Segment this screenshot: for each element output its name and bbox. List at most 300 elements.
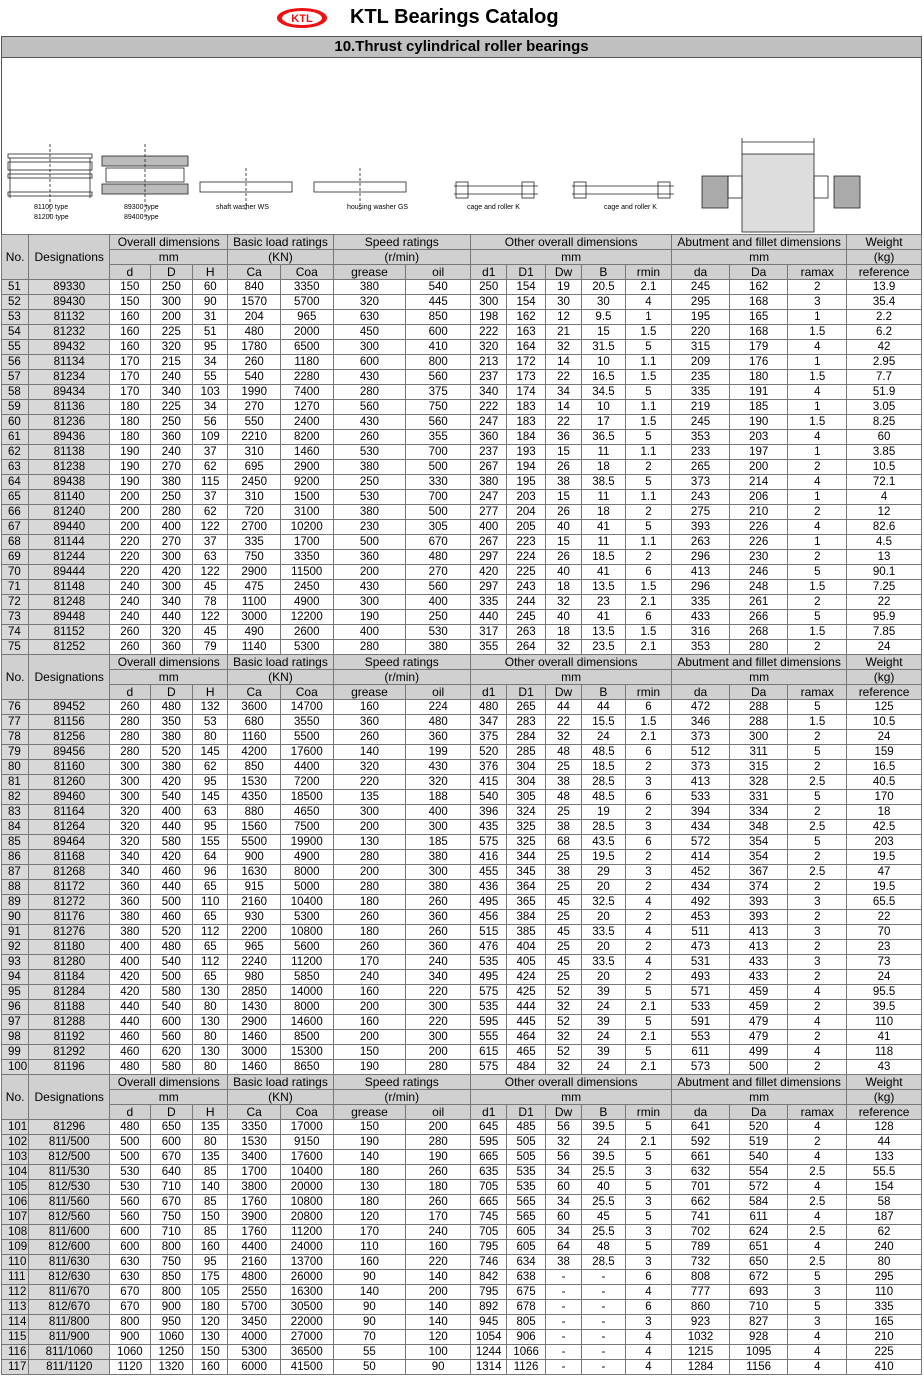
- table-cell: 540: [471, 790, 507, 805]
- table-cell: 128: [847, 1120, 922, 1135]
- table-cell: 7.85: [847, 625, 922, 640]
- table-cell: 39: [582, 1045, 625, 1060]
- header-column: Coa: [280, 685, 333, 700]
- table-cell: 3: [625, 1225, 672, 1240]
- designation-cell: 811/670: [29, 1285, 110, 1300]
- designation-cell: 81164: [29, 805, 110, 820]
- table-cell: 58: [847, 1195, 922, 1210]
- table-cell: 150: [110, 280, 150, 295]
- table-cell: 5: [788, 610, 847, 625]
- table-cell: 1180: [280, 355, 333, 370]
- table-cell: 2550: [228, 1285, 281, 1300]
- table-cell: 26: [545, 550, 581, 565]
- header-column: H: [193, 1105, 228, 1120]
- designation-cell: 81238: [29, 460, 110, 475]
- table-cell: 535: [471, 1000, 507, 1015]
- table-cell: 297: [471, 550, 507, 565]
- table-cell: 56: [545, 1120, 581, 1135]
- table-cell: 300: [333, 595, 406, 610]
- table-cell: 2900: [228, 1015, 281, 1030]
- table-cell: 1: [788, 535, 847, 550]
- table-cell: 750: [228, 550, 281, 565]
- table-cell: 420: [150, 850, 192, 865]
- table-cell: 95: [193, 820, 228, 835]
- header-column: D: [150, 1105, 192, 1120]
- table-cell: 560: [406, 370, 471, 385]
- table-cell: 32: [545, 340, 581, 355]
- table-cell: 611: [672, 1045, 730, 1060]
- table-cell: 405: [507, 955, 545, 970]
- table-cell: 1.5: [625, 325, 672, 340]
- header-column: da: [672, 1105, 730, 1120]
- table-cell: 1284: [672, 1360, 730, 1375]
- table-cell: 19.5: [847, 880, 922, 895]
- table-cell: 1054: [471, 1330, 507, 1345]
- table-cell: 164: [507, 340, 545, 355]
- table-cell: 10: [582, 400, 625, 415]
- table-cell: 4: [625, 1345, 672, 1360]
- table-cell: 3350: [228, 1120, 281, 1135]
- table-cell: 4: [788, 1150, 847, 1165]
- row-number: 62: [2, 445, 29, 460]
- table-cell: 1: [788, 355, 847, 370]
- table-cell: 248: [729, 580, 788, 595]
- table-cell: 693: [729, 1285, 788, 1300]
- table-cell: 6.2: [847, 325, 922, 340]
- table-cell: 600: [406, 325, 471, 340]
- table-cell: 37: [193, 490, 228, 505]
- row-number: 61: [2, 430, 29, 445]
- table-row: [2, 805, 922, 820]
- table-cell: 2: [788, 280, 847, 295]
- header-column: reference: [847, 685, 922, 700]
- table-cell: 662: [672, 1195, 730, 1210]
- designation-cell: 81240: [29, 505, 110, 520]
- table-cell: 180: [729, 370, 788, 385]
- table-cell: -: [582, 1330, 625, 1345]
- designation-cell: 81176: [29, 910, 110, 925]
- table-cell: 3: [788, 295, 847, 310]
- row-number: 116: [2, 1345, 29, 1360]
- table-cell: 8200: [280, 430, 333, 445]
- row-number: 75: [2, 640, 29, 655]
- table-row: [2, 535, 922, 550]
- table-cell: 48.5: [582, 745, 625, 760]
- table-cell: -: [582, 1345, 625, 1360]
- table-row: [2, 1120, 922, 1135]
- header-column: Dw: [545, 685, 581, 700]
- table-cell: 2400: [280, 415, 333, 430]
- table-cell: 360: [406, 940, 471, 955]
- table-cell: 433: [729, 970, 788, 985]
- table-cell: 190: [333, 610, 406, 625]
- table-cell: 930: [228, 910, 281, 925]
- table-cell: 600: [150, 1135, 192, 1150]
- table-row: [2, 775, 922, 790]
- table-cell: 300: [406, 1000, 471, 1015]
- table-cell: 2.5: [788, 1255, 847, 1270]
- table-cell: 260: [228, 355, 281, 370]
- designation-cell: 812/630: [29, 1270, 110, 1285]
- table-cell: 520: [471, 745, 507, 760]
- table-cell: 571: [672, 985, 730, 1000]
- table-cell: 65: [193, 880, 228, 895]
- table-cell: 305: [406, 520, 471, 535]
- table-cell: 12200: [280, 610, 333, 625]
- table-cell: 2.1: [625, 595, 672, 610]
- header-column: grease: [333, 685, 406, 700]
- table-cell: 261: [729, 595, 788, 610]
- header-column: ramax: [788, 685, 847, 700]
- table-cell: 385: [507, 925, 545, 940]
- table-cell: 965: [228, 940, 281, 955]
- table-cell: 250: [333, 475, 406, 490]
- table-cell: 320: [150, 625, 192, 640]
- table-body: [2, 235, 922, 1375]
- table-cell: 315: [672, 340, 730, 355]
- table-cell: 160: [333, 700, 406, 715]
- table-cell: 605: [507, 1225, 545, 1240]
- table-cell: 300: [406, 1030, 471, 1045]
- table-cell: 170: [110, 370, 150, 385]
- table-cell: 32: [545, 640, 581, 655]
- table-cell: 200: [406, 1120, 471, 1135]
- table-cell: 51.9: [847, 385, 922, 400]
- table-cell: 44: [545, 700, 581, 715]
- table-cell: 850: [406, 310, 471, 325]
- table-cell: 2850: [228, 985, 281, 1000]
- table-cell: 445: [507, 1015, 545, 1030]
- table-cell: 26000: [280, 1270, 333, 1285]
- table-cell: 4400: [280, 760, 333, 775]
- table-cell: 198: [471, 310, 507, 325]
- row-number: 104: [2, 1165, 29, 1180]
- table-cell: 1140: [228, 640, 281, 655]
- table-cell: 90: [406, 1360, 471, 1375]
- row-number: 114: [2, 1315, 29, 1330]
- table-cell: 335: [672, 385, 730, 400]
- table-cell: 225: [150, 400, 192, 415]
- table-cell: 140: [406, 1300, 471, 1315]
- table-row: [2, 1360, 922, 1375]
- table-cell: 80: [193, 1030, 228, 1045]
- drawing-caption: cage and roller K: [467, 204, 520, 211]
- table-cell: 965: [280, 310, 333, 325]
- table-cell: 317: [471, 625, 507, 640]
- table-cell: 1530: [228, 1135, 281, 1150]
- table-cell: 2000: [280, 325, 333, 340]
- table-cell: 39.5: [582, 1120, 625, 1135]
- table-cell: 213: [471, 355, 507, 370]
- row-number: 79: [2, 745, 29, 760]
- table-cell: 800: [110, 1315, 150, 1330]
- table-cell: 35.4: [847, 295, 922, 310]
- table-cell: 5: [788, 835, 847, 850]
- table-cell: 70: [333, 1330, 406, 1345]
- table-cell: 900: [110, 1330, 150, 1345]
- header-unit: mm: [672, 670, 847, 685]
- table-cell: 8000: [280, 1000, 333, 1015]
- table-cell: 220: [672, 325, 730, 340]
- designation-cell: 81280: [29, 955, 110, 970]
- table-cell: 17000: [280, 1120, 333, 1135]
- table-cell: 584: [729, 1195, 788, 1210]
- table-cell: 260: [333, 730, 406, 745]
- table-cell: 250: [150, 490, 192, 505]
- table-cell: 310: [228, 445, 281, 460]
- table-cell: 280: [729, 640, 788, 655]
- table-cell: 7.25: [847, 580, 922, 595]
- table-cell: 79: [193, 640, 228, 655]
- table-cell: 110: [193, 895, 228, 910]
- table-cell: 36500: [280, 1345, 333, 1360]
- table-cell: 145: [193, 745, 228, 760]
- table-cell: 130: [193, 1045, 228, 1060]
- table-cell: 150: [193, 1345, 228, 1360]
- table-cell: 48.5: [582, 790, 625, 805]
- table-cell: -: [545, 1345, 581, 1360]
- table-cell: 800: [406, 355, 471, 370]
- table-cell: 180: [110, 415, 150, 430]
- table-cell: 1760: [228, 1195, 281, 1210]
- table-cell: 634: [507, 1255, 545, 1270]
- header-column: B: [582, 265, 625, 280]
- row-number: 109: [2, 1240, 29, 1255]
- row-number: 71: [2, 580, 29, 595]
- table-cell: 5: [625, 1240, 672, 1255]
- table-cell: 48: [545, 745, 581, 760]
- table-cell: 204: [228, 310, 281, 325]
- designation-cell: 81234: [29, 370, 110, 385]
- table-cell: 705: [471, 1225, 507, 1240]
- table-cell: 179: [729, 340, 788, 355]
- table-cell: 5300: [280, 640, 333, 655]
- designation-cell: 811/600: [29, 1225, 110, 1240]
- table-cell: 45: [545, 925, 581, 940]
- table-cell: 44: [582, 700, 625, 715]
- table-cell: 260: [333, 940, 406, 955]
- row-number: 58: [2, 385, 29, 400]
- table-cell: 615: [471, 1045, 507, 1060]
- table-cell: 16300: [280, 1285, 333, 1300]
- table-cell: 65.5: [847, 895, 922, 910]
- table-row: [2, 1030, 922, 1045]
- table-cell: 225: [150, 325, 192, 340]
- table-cell: 520: [150, 925, 192, 940]
- table-cell: 440: [471, 610, 507, 625]
- table-row: [2, 580, 922, 595]
- table-cell: 641: [672, 1120, 730, 1135]
- row-number: 105: [2, 1180, 29, 1195]
- table-cell: 2160: [228, 1255, 281, 1270]
- table-cell: 2.1: [625, 730, 672, 745]
- header-column: D: [150, 265, 192, 280]
- table-cell: 245: [507, 610, 545, 625]
- table-cell: 2600: [280, 625, 333, 640]
- table-cell: 364: [507, 880, 545, 895]
- designation-cell: 81188: [29, 1000, 110, 1015]
- designation-cell: 811/1060: [29, 1345, 110, 1360]
- table-cell: 18: [582, 505, 625, 520]
- table-cell: 240: [110, 580, 150, 595]
- table-cell: 2.1: [625, 280, 672, 295]
- table-cell: 1060: [110, 1345, 150, 1360]
- table-cell: 493: [672, 970, 730, 985]
- table-cell: 32: [545, 1060, 581, 1075]
- table-cell: 11: [582, 490, 625, 505]
- row-number: 86: [2, 850, 29, 865]
- table-cell: 9.5: [582, 310, 625, 325]
- table-cell: 29: [582, 865, 625, 880]
- table-cell: 15: [545, 535, 581, 550]
- table-cell: 665: [471, 1195, 507, 1210]
- table-cell: 204: [507, 505, 545, 520]
- table-cell: 170: [110, 385, 150, 400]
- table-cell: 296: [672, 550, 730, 565]
- table-cell: 560: [150, 1030, 192, 1045]
- table-cell: 2.5: [788, 1195, 847, 1210]
- header-column: D1: [507, 685, 545, 700]
- table-cell: 632: [672, 1165, 730, 1180]
- table-cell: 2: [788, 1060, 847, 1075]
- header-no: No.: [2, 655, 29, 700]
- table-cell: 1560: [228, 820, 281, 835]
- table-cell: 3400: [228, 1150, 281, 1165]
- table-cell: 580: [150, 835, 192, 850]
- header-unit: (KN): [228, 670, 333, 685]
- table-row: [2, 1240, 922, 1255]
- header-column: ramax: [788, 1105, 847, 1120]
- table-cell: 530: [333, 445, 406, 460]
- drawing-caption: 89300 type: [124, 204, 159, 211]
- table-cell: 741: [672, 1210, 730, 1225]
- table-cell: -: [582, 1300, 625, 1315]
- table-cell: 500: [406, 505, 471, 520]
- table-cell: 565: [507, 1210, 545, 1225]
- table-cell: 220: [110, 565, 150, 580]
- header-unit: mm: [110, 670, 228, 685]
- table-cell: 85: [193, 1225, 228, 1240]
- table-cell: 4: [788, 1120, 847, 1135]
- header-column: D: [150, 685, 192, 700]
- table-cell: 700: [406, 445, 471, 460]
- table-cell: 5000: [280, 880, 333, 895]
- table-cell: 4: [625, 1360, 672, 1375]
- table-row: [2, 355, 922, 370]
- table-cell: 206: [729, 490, 788, 505]
- table-cell: 43: [847, 1060, 922, 1075]
- designation-cell: 81136: [29, 400, 110, 415]
- table-cell: 160: [110, 325, 150, 340]
- table-cell: 355: [406, 430, 471, 445]
- table-cell: 130: [193, 1015, 228, 1030]
- table-cell: 222: [471, 325, 507, 340]
- table-cell: 247: [471, 415, 507, 430]
- table-cell: 270: [150, 535, 192, 550]
- table-cell: 68: [545, 835, 581, 850]
- table-cell: 130: [333, 835, 406, 850]
- table-cell: 190: [729, 415, 788, 430]
- table-cell: 64: [193, 850, 228, 865]
- table-cell: 5: [625, 985, 672, 1000]
- table-cell: 320: [110, 805, 150, 820]
- table-cell: 37: [193, 445, 228, 460]
- table-cell: 41: [582, 520, 625, 535]
- table-cell: 13.5: [582, 625, 625, 640]
- table-cell: 260: [406, 895, 471, 910]
- table-cell: 40: [545, 565, 581, 580]
- table-cell: 433: [672, 610, 730, 625]
- table-cell: 360: [150, 430, 192, 445]
- table-row: [2, 1060, 922, 1075]
- table-cell: 3.05: [847, 400, 922, 415]
- table-cell: 2: [625, 850, 672, 865]
- header-column: B: [582, 1105, 625, 1120]
- table-cell: 500: [729, 1060, 788, 1075]
- designation-cell: 89448: [29, 610, 110, 625]
- table-cell: 9200: [280, 475, 333, 490]
- row-number: 87: [2, 865, 29, 880]
- table-cell: 328: [729, 775, 788, 790]
- table-cell: 4400: [228, 1240, 281, 1255]
- row-number: 97: [2, 1015, 29, 1030]
- table-cell: 440: [150, 880, 192, 895]
- table-cell: 225: [507, 565, 545, 580]
- table-cell: 2: [625, 550, 672, 565]
- designation-cell: 81256: [29, 730, 110, 745]
- table-cell: 2160: [228, 895, 281, 910]
- table-cell: 3350: [280, 550, 333, 565]
- table-cell: 280: [333, 880, 406, 895]
- table-cell: 6: [625, 700, 672, 715]
- table-row: [2, 565, 922, 580]
- designation-cell: 811/500: [29, 1135, 110, 1150]
- table-cell: 246: [729, 565, 788, 580]
- designation-cell: 81272: [29, 895, 110, 910]
- table-cell: 404: [507, 940, 545, 955]
- row-number: 117: [2, 1360, 29, 1375]
- table-cell: 560: [333, 400, 406, 415]
- table-cell: 400: [333, 625, 406, 640]
- designation-cell: 89464: [29, 835, 110, 850]
- row-number: 91: [2, 925, 29, 940]
- table-cell: 1120: [110, 1360, 150, 1375]
- table-cell: 14600: [280, 1015, 333, 1030]
- header-unit: mm: [672, 1090, 847, 1105]
- designation-cell: 81168: [29, 850, 110, 865]
- table-cell: 224: [406, 700, 471, 715]
- table-cell: 340: [406, 970, 471, 985]
- table-cell: 24: [847, 640, 922, 655]
- table-cell: 34: [193, 400, 228, 415]
- table-cell: 416: [471, 850, 507, 865]
- table-cell: 720: [228, 505, 281, 520]
- table-cell: 484: [507, 1060, 545, 1075]
- table-cell: 60: [847, 430, 922, 445]
- table-cell: 10800: [280, 1195, 333, 1210]
- table-cell: 670: [150, 1195, 192, 1210]
- table-cell: 10400: [280, 1165, 333, 1180]
- table-row: [2, 1180, 922, 1195]
- table-cell: 520: [150, 745, 192, 760]
- designation-cell: 89440: [29, 520, 110, 535]
- table-cell: 850: [228, 760, 281, 775]
- table-cell: 250: [150, 280, 192, 295]
- header-no: No.: [2, 1075, 29, 1120]
- table-cell: 3: [625, 1195, 672, 1210]
- table-cell: 17: [582, 415, 625, 430]
- table-cell: 160: [110, 340, 150, 355]
